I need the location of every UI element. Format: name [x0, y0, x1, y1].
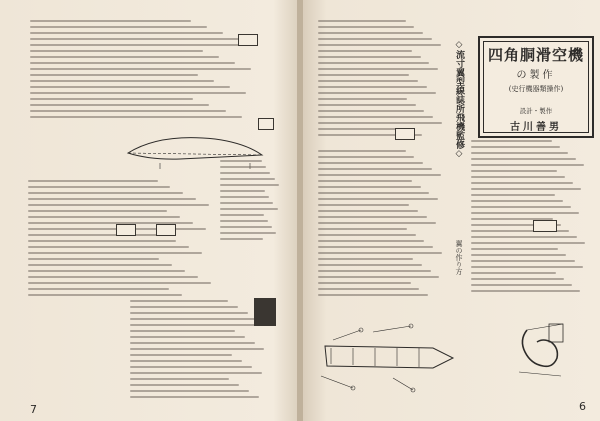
text-line: [471, 146, 560, 148]
author-name: 古川善男: [510, 122, 562, 133]
text-line: [220, 190, 265, 192]
text-line: [220, 160, 262, 162]
text-line: [471, 284, 572, 286]
text-line: [471, 140, 552, 142]
text-column: [318, 20, 443, 145]
text-column: [220, 160, 280, 245]
text-line: [471, 188, 581, 190]
text-line: [318, 32, 423, 34]
text-line: [130, 348, 264, 350]
text-line: [318, 222, 436, 224]
text-line: [471, 200, 563, 202]
text-line: [220, 166, 266, 168]
text-line: [318, 270, 431, 272]
text-line: [28, 198, 196, 200]
text-line: [130, 300, 228, 302]
text-line: [318, 198, 438, 200]
text-line: [28, 180, 158, 182]
right-page: [303, 0, 600, 421]
section-heading-box: [533, 220, 557, 232]
text-line: [318, 174, 441, 176]
text-line: [318, 234, 416, 236]
text-line: [130, 384, 239, 386]
text-line: [318, 86, 427, 88]
text-line: [471, 242, 585, 244]
text-line: [220, 226, 272, 228]
text-line: [130, 372, 262, 374]
text-line: [130, 306, 238, 308]
text-line: [318, 20, 406, 22]
text-line: [318, 276, 439, 278]
text-line: [30, 110, 226, 112]
text-line: [471, 278, 564, 280]
text-line: [130, 396, 259, 398]
text-line: [318, 26, 414, 28]
section-heading-box: [254, 298, 276, 326]
text-line: [471, 152, 568, 154]
text-line: [220, 202, 273, 204]
text-line: [220, 184, 279, 186]
text-column: [130, 300, 270, 405]
text-line: [471, 206, 571, 208]
text-line: [318, 282, 411, 284]
text-line: [318, 168, 432, 170]
text-column: [28, 180, 213, 300]
text-line: [28, 186, 170, 188]
text-line: [471, 260, 575, 262]
text-line: [28, 282, 211, 284]
text-line: [28, 246, 189, 248]
text-line: [318, 264, 422, 266]
page-number-right: 6: [579, 400, 586, 413]
text-line: [220, 172, 270, 174]
text-line: [28, 192, 183, 194]
text-line: [318, 44, 441, 46]
text-line: [318, 210, 418, 212]
text-line: [28, 240, 176, 242]
left-page: [0, 0, 297, 421]
hook-detail-diagram: [509, 310, 584, 395]
page-number-left: 7: [30, 403, 37, 416]
vertical-headline: ◇流寸翼型線誌所飛機監修◇: [454, 40, 464, 159]
text-line: [130, 360, 242, 362]
text-line: [130, 330, 235, 332]
text-line: [318, 240, 424, 242]
text-line: [471, 290, 580, 292]
text-line: [318, 80, 418, 82]
text-line: [28, 216, 180, 218]
text-line: [471, 236, 577, 238]
text-line: [30, 32, 223, 34]
text-line: [130, 390, 249, 392]
text-line: [130, 324, 267, 326]
text-line: [28, 204, 209, 206]
text-line: [471, 158, 576, 160]
text-line: [318, 228, 407, 230]
fuselage-diagram: [313, 318, 463, 398]
text-line: [471, 170, 557, 172]
text-line: [30, 116, 242, 118]
text-line: [471, 176, 565, 178]
text-line: [220, 214, 264, 216]
credit-label: 設計・製作: [519, 107, 553, 115]
article-subtitle: の製作: [516, 70, 556, 81]
text-line: [30, 50, 203, 52]
text-line: [318, 192, 429, 194]
section-heading-box: [116, 224, 136, 236]
text-line: [28, 264, 172, 266]
text-line: [30, 62, 235, 64]
text-line: [30, 104, 209, 106]
text-column: [30, 20, 260, 125]
text-line: [318, 74, 409, 76]
text-line: [220, 238, 263, 240]
text-line: [30, 44, 255, 46]
figure-number-box: [258, 118, 274, 130]
text-line: [28, 270, 185, 272]
text-line: [318, 98, 407, 100]
text-line: [471, 182, 573, 184]
text-line: [28, 234, 163, 236]
text-line: [28, 294, 182, 296]
text-line: [318, 204, 409, 206]
text-line: [30, 56, 219, 58]
text-line: [30, 92, 246, 94]
text-line: [318, 294, 428, 296]
text-line: [318, 258, 413, 260]
text-line: [318, 162, 423, 164]
text-line: [130, 366, 252, 368]
text-line: [471, 212, 579, 214]
text-line: [220, 178, 275, 180]
text-line: [318, 110, 424, 112]
text-line: [220, 232, 276, 234]
text-line: [30, 98, 193, 100]
vertical-byline: 翼の作り方: [455, 240, 463, 275]
text-line: [318, 216, 427, 218]
text-line: [318, 68, 438, 70]
text-column: [471, 140, 586, 300]
text-line: [318, 150, 406, 152]
text-line: [30, 86, 230, 88]
text-line: [471, 254, 566, 256]
text-line: [318, 50, 412, 52]
text-line: [318, 180, 412, 182]
text-line: [318, 122, 442, 124]
text-line: [30, 26, 207, 28]
text-line: [30, 38, 239, 40]
text-line: [318, 92, 436, 94]
text-line: [318, 56, 421, 58]
text-line: [471, 248, 558, 250]
text-line: [28, 210, 167, 212]
text-line: [130, 354, 232, 356]
text-line: [28, 288, 169, 290]
text-line: [30, 80, 214, 82]
text-line: [471, 164, 584, 166]
text-line: [318, 156, 414, 158]
text-line: [28, 258, 159, 260]
text-line: [130, 312, 248, 314]
text-line: [30, 74, 198, 76]
text-line: [130, 342, 255, 344]
text-line: [318, 104, 416, 106]
text-line: [130, 336, 245, 338]
text-line: [30, 68, 251, 70]
text-line: [318, 252, 442, 254]
text-line: [318, 116, 433, 118]
text-line: [318, 246, 433, 248]
text-line: [220, 208, 278, 210]
text-line: [220, 220, 268, 222]
text-line: [30, 20, 191, 22]
title-block: [478, 36, 594, 138]
section-heading-box: [238, 34, 258, 46]
text-line: [130, 378, 229, 380]
text-line: [471, 272, 556, 274]
section-heading-box: [156, 224, 176, 236]
text-column: [318, 150, 443, 300]
article-title: 四角胴滑空機: [487, 46, 584, 64]
text-line: [471, 194, 555, 196]
text-line: [28, 252, 202, 254]
article-description: (史行機器類操作): [508, 85, 564, 93]
text-line: [318, 186, 421, 188]
text-line: [471, 266, 583, 268]
section-heading-box: [395, 128, 415, 140]
text-line: [28, 276, 198, 278]
text-line: [318, 62, 429, 64]
text-line: [318, 38, 432, 40]
text-line: [318, 288, 419, 290]
text-line: [220, 196, 269, 198]
text-line: [130, 318, 257, 320]
